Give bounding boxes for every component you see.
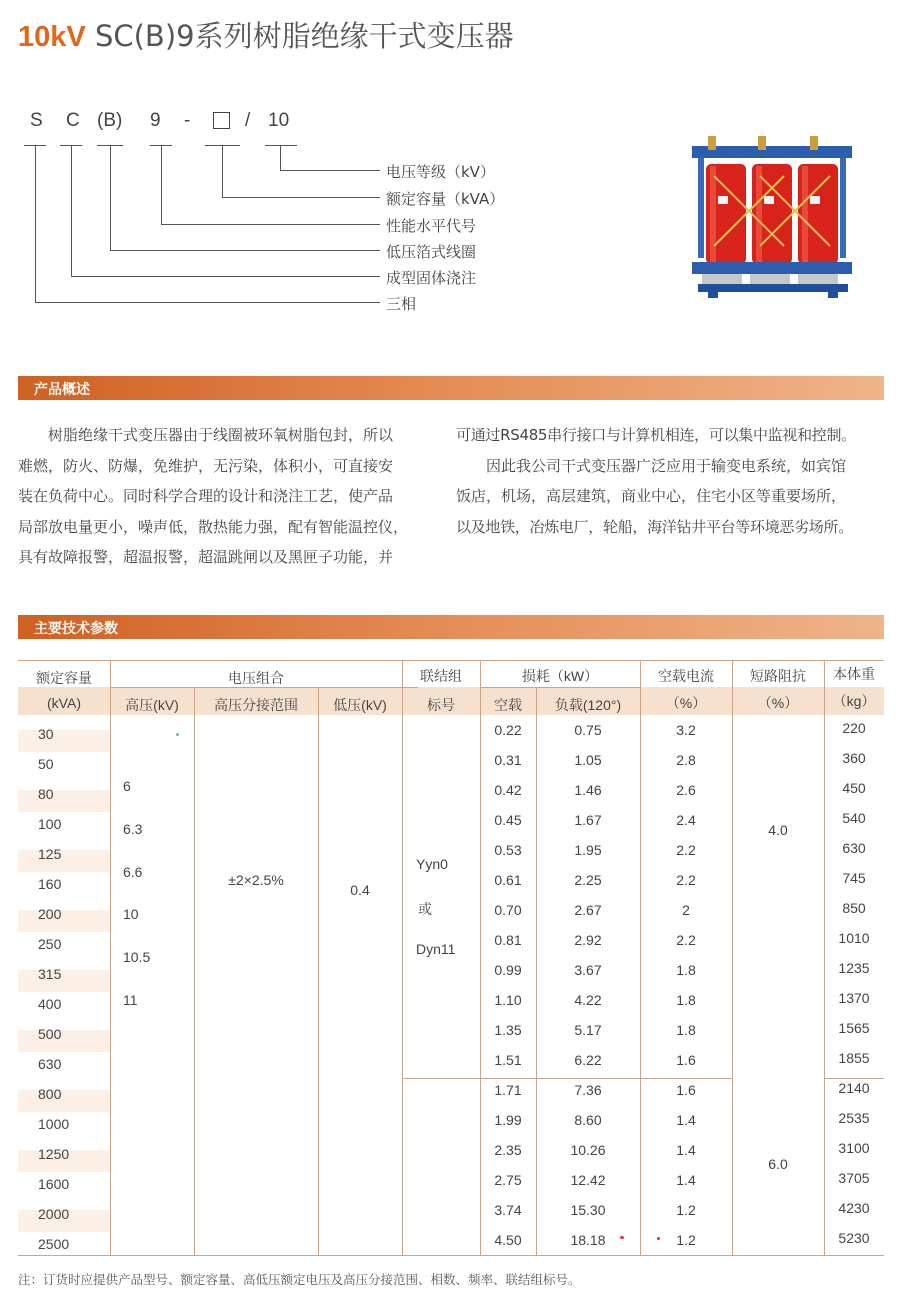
cell-load-loss: 1.46: [574, 782, 602, 798]
cell-capacity: 200: [38, 906, 62, 922]
cell-no-load-current: 1.8: [676, 992, 696, 1008]
leader-v-phase: [35, 145, 36, 302]
hv-value: 6.6: [123, 864, 143, 880]
cell-no-load-current: 1.8: [676, 962, 696, 978]
leader-v-foil: [110, 145, 111, 250]
leader-h-foil: [110, 250, 380, 251]
cell-load-loss: 7.36: [574, 1082, 602, 1098]
hdr-connection-label: 标号: [427, 697, 455, 713]
cell-weight: 745: [842, 870, 866, 886]
cell-capacity: 1000: [38, 1116, 70, 1132]
leader-h-phase: [35, 302, 380, 303]
cell-load-loss: 15.30: [570, 1202, 606, 1218]
cell-no-load-current: 2.4: [676, 812, 696, 828]
hv-value: 10.5: [123, 949, 151, 965]
cell-no-load-current: 2.6: [676, 782, 696, 798]
cell-load-loss: 4.22: [574, 992, 602, 1008]
group-divider-weight: [824, 1078, 884, 1079]
cell-load-loss: 1.95: [574, 842, 602, 858]
leader-h-capacity: [222, 197, 380, 198]
footnote: 注：订货时应提供产品型号、额定容量、高低压额定电压及高压分接范围、相数、频率、联结组标号。: [18, 1272, 581, 1287]
cell-no-load-loss: 4.50: [494, 1232, 522, 1248]
cell-weight: 4230: [838, 1200, 870, 1216]
overview-line: 饭店，机场，高层建筑，商业中心，住宅小区等重要场所，: [456, 487, 847, 505]
cell-no-load-loss: 1.35: [494, 1022, 522, 1038]
cell-capacity: 250: [38, 936, 62, 952]
cell-weight: 540: [842, 810, 866, 826]
cell-no-load-loss: 0.70: [494, 902, 522, 918]
leader-v-capacity: [222, 145, 223, 197]
tap-range-value: ±2×2.5%: [228, 872, 284, 888]
cell-no-load-loss: 0.45: [494, 812, 522, 828]
hdr-load-loss: 负载(120°): [554, 697, 622, 713]
cell-weight: 2140: [838, 1080, 870, 1096]
cell-load-loss: 2.25: [574, 872, 602, 888]
cell-no-load-current: 2.2: [676, 932, 696, 948]
cell-load-loss: 1.67: [574, 812, 602, 828]
section-bar-params: [18, 615, 884, 639]
vline-3: [318, 687, 319, 1256]
code-part-c: C: [66, 110, 80, 131]
cell-no-load-loss: 1.71: [494, 1082, 522, 1098]
cell-no-load-current: 2.2: [676, 842, 696, 858]
cell-no-load-loss: 0.99: [494, 962, 522, 978]
hdr-current-unit: （%）: [665, 695, 707, 711]
cell-capacity: 125: [38, 846, 62, 862]
title-kv: 10kV: [18, 21, 86, 53]
overview-line: 因此我公司干式变压器广泛应用于输变电系统，如宾馆: [456, 456, 847, 475]
cell-load-loss: 2.67: [574, 902, 602, 918]
cell-no-load-loss: 0.42: [494, 782, 522, 798]
impedance-value-small: 4.0: [768, 822, 788, 838]
cell-weight: 2535: [838, 1110, 870, 1126]
connection-value: Dyn11: [416, 941, 456, 957]
hv-value: 6.3: [123, 821, 143, 837]
cell-capacity: 2500: [38, 1236, 70, 1252]
cell-no-load-current: 1.6: [676, 1052, 696, 1068]
legend-rated-capacity: 额定容量（kVA）: [386, 190, 505, 208]
cell-no-load-current: 1.4: [676, 1172, 696, 1188]
overview-line: 装在负荷中心。同时科学合理的设计和浇注工艺，使产品: [18, 487, 394, 505]
hdr-weight: 本体重: [833, 666, 875, 682]
cell-weight: 1565: [838, 1020, 870, 1036]
hv-value: 10: [123, 906, 139, 922]
hdr-loss: 损耗（kW）: [521, 668, 599, 684]
cell-no-load-loss: 1.10: [494, 992, 522, 1008]
code-part-10: 10: [268, 110, 290, 131]
cell-no-load-loss: 3.74: [494, 1202, 522, 1218]
lv-value: 0.4: [350, 882, 370, 898]
leader-h-level: [161, 224, 380, 225]
hdr-capacity-unit: (kVA): [47, 695, 81, 711]
page-title: [18, 14, 514, 55]
print-speck: [620, 1236, 624, 1239]
leader-h-voltage: [280, 170, 380, 171]
cell-weight: 450: [842, 780, 866, 796]
hdr-no-load-current: 空载电流: [658, 668, 714, 684]
cell-weight: 630: [842, 840, 866, 856]
cell-weight: 1855: [838, 1050, 870, 1066]
hdr-voltage-group: 电压组合: [228, 670, 284, 686]
overview-left-column: [18, 420, 438, 573]
cell-no-load-loss: 1.99: [494, 1112, 522, 1128]
leader-v-voltage: [280, 145, 281, 170]
leader-h-cast: [71, 276, 380, 277]
group-divider-630: [402, 1078, 732, 1079]
code-part-dash: -: [184, 110, 191, 131]
cell-no-load-current: 1.8: [676, 1022, 696, 1038]
overview-line: 可通过RS485串行接口与计算机相连，可以集中监视和控制。: [456, 426, 856, 444]
hdr-impedance-unit: （%）: [757, 695, 799, 711]
cell-load-loss: 5.17: [574, 1022, 602, 1038]
vline-5: [480, 660, 481, 1256]
legend-performance-level: 性能水平代号: [386, 217, 477, 235]
cell-capacity: 30: [38, 726, 54, 742]
cell-weight: 3705: [838, 1170, 870, 1186]
code-part-b: (B): [97, 110, 123, 131]
cell-weight: 3100: [838, 1140, 870, 1156]
print-speck: [176, 733, 179, 736]
hdr-weight-unit: （kg）: [832, 693, 876, 709]
code-part-9: 9: [150, 110, 161, 131]
cell-no-load-current: 2.8: [676, 752, 696, 768]
hv-value: 6: [123, 778, 131, 794]
cell-no-load-loss: 2.35: [494, 1142, 522, 1158]
section-title-overview: 产品概述: [34, 382, 90, 398]
transformer-image: [688, 126, 858, 316]
print-speck: [657, 1237, 660, 1240]
loss-group-line: [480, 687, 640, 688]
cell-weight: 220: [842, 720, 866, 736]
table-top-line: [18, 660, 884, 661]
cell-load-loss: 6.22: [574, 1052, 602, 1068]
hdr-capacity: 额定容量: [36, 670, 92, 686]
cell-no-load-current: 1.2: [676, 1232, 696, 1248]
cell-weight: 1010: [838, 930, 870, 946]
legend-voltage-level: 电压等级（kV）: [386, 163, 495, 181]
vline-7: [640, 660, 641, 1256]
overview-line: 以及地铁，冶炼电厂，轮船，海洋钻井平台等环境恶劣场所。: [456, 517, 853, 536]
cell-capacity: 2000: [38, 1206, 70, 1222]
cell-capacity: 160: [38, 876, 62, 892]
cell-no-load-loss: 0.61: [494, 872, 522, 888]
hdr-hv: 高压(kV): [125, 697, 179, 713]
cell-no-load-current: 1.2: [676, 1202, 696, 1218]
legend-cast-resin: 成型固体浇注: [386, 269, 477, 287]
cell-load-loss: 10.26: [570, 1142, 606, 1158]
cell-capacity: 100: [38, 816, 62, 832]
cell-capacity: 1600: [38, 1176, 70, 1192]
code-part-slash: /: [245, 110, 251, 131]
cell-capacity: 315: [38, 966, 62, 982]
cell-no-load-loss: 1.51: [494, 1052, 522, 1068]
cell-no-load-loss: 0.31: [494, 752, 522, 768]
cell-capacity: 1250: [38, 1146, 70, 1162]
cell-load-loss: 12.42: [570, 1172, 606, 1188]
cell-no-load-current: 3.2: [676, 722, 696, 738]
cell-no-load-current: 2.2: [676, 872, 696, 888]
cell-capacity: 50: [38, 756, 54, 772]
cell-weight: 850: [842, 900, 866, 916]
cell-load-loss: 1.05: [574, 752, 602, 768]
hdr-lv: 低压(kV): [333, 697, 387, 713]
cell-capacity: 400: [38, 996, 62, 1012]
cell-load-loss: 18.18: [570, 1232, 606, 1248]
legend-three-phase: 三相: [386, 295, 417, 313]
leader-v-cast: [71, 145, 72, 276]
cell-load-loss: 8.60: [574, 1112, 602, 1128]
cell-capacity: 80: [38, 786, 54, 802]
section-title-params: 主要技术参数: [34, 621, 118, 637]
hdr-no-load-loss: 空载: [494, 697, 522, 713]
cell-no-load-loss: 0.53: [494, 842, 522, 858]
cell-weight: 1370: [838, 990, 870, 1006]
cell-load-loss: 2.92: [574, 932, 602, 948]
cell-no-load-current: 1.6: [676, 1082, 696, 1098]
parameter-table: [18, 660, 884, 1257]
hdr-impedance: 短路阻抗: [750, 668, 806, 684]
overview-right-column: [456, 420, 888, 542]
cell-weight: 5230: [838, 1230, 870, 1246]
capacity-placeholder-box: [213, 112, 230, 129]
table-bottom-line: [18, 1255, 884, 1256]
cell-no-load-current: 1.4: [676, 1142, 696, 1158]
cell-no-load-current: 1.4: [676, 1112, 696, 1128]
title-text: SC(B)9系列树脂绝缘干式变压器: [94, 19, 514, 53]
cell-load-loss: 3.67: [574, 962, 602, 978]
code-part-s: S: [30, 110, 43, 131]
overview-line: 难燃，防火、防爆，免维护，无污染，体积小，可直接安: [18, 456, 394, 475]
hdr-connection: 联结组: [420, 668, 462, 684]
cell-capacity: 630: [38, 1056, 62, 1072]
impedance-value-large: 6.0: [768, 1156, 788, 1172]
cell-no-load-current: 2: [682, 902, 690, 918]
hdr-tap-range: 高压分接范围: [214, 697, 298, 713]
legend-foil-winding: 低压箔式线圈: [386, 243, 477, 261]
cell-capacity: 500: [38, 1026, 62, 1042]
vline-1: [110, 660, 111, 1256]
overview-line: 树脂绝缘干式变压器由于线圈被环氧树脂包封，所以: [18, 426, 394, 444]
overview-line: 具有故障报警，超温报警，超温跳闸以及黑匣子功能，并: [18, 548, 394, 566]
vline-4: [402, 660, 403, 1256]
cell-no-load-loss: 2.75: [494, 1172, 522, 1188]
cell-no-load-loss: 0.22: [494, 722, 522, 738]
leader-v-level: [161, 145, 162, 224]
vline-2: [194, 687, 195, 1256]
connection-value: Yyn0: [416, 856, 448, 872]
section-bar-overview: [18, 376, 884, 400]
cell-capacity: 800: [38, 1086, 62, 1102]
connection-or: 或: [418, 901, 432, 917]
cell-weight: 360: [842, 750, 866, 766]
cell-weight: 1235: [838, 960, 870, 976]
cell-load-loss: 0.75: [574, 722, 602, 738]
overview-line: 局部放电量更小，噪声低，散热能力强，配有智能温控仪，: [18, 517, 409, 536]
cell-no-load-loss: 0.81: [494, 932, 522, 948]
hv-value: 11: [123, 992, 138, 1008]
